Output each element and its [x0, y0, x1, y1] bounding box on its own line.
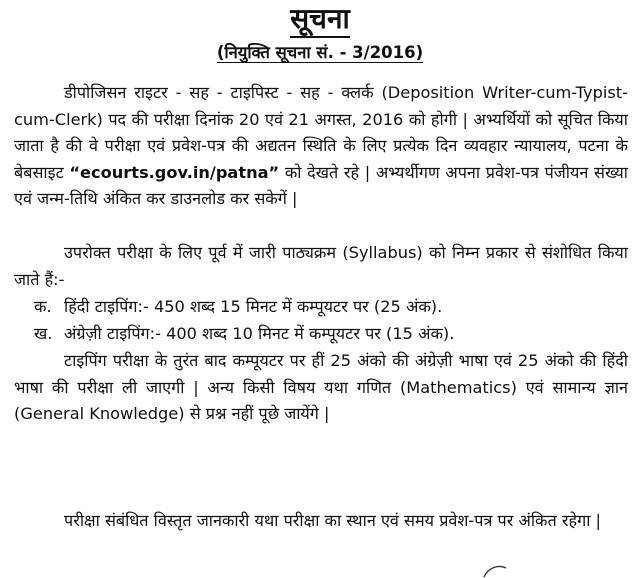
list-item-marker: क.: [34, 297, 52, 316]
notice-subtitle-text: (नियुक्ति सूचना सं. - 3/2016): [216, 43, 424, 62]
list-item-text: अंग्रेज़ी टाइपिंग:- 400 शब्द 10 मिनट में कम्पूयटर पर (15 अंक).: [64, 324, 455, 343]
paragraph-exam-date-text-2: को देखते रहे | अभ्यर्थीगण अपना प्रवेश-पत्र पंजीयन संख्या एवं जन्म-तिथि अंकित कर डाउनलोड कर सकेगें |: [14, 162, 629, 208]
notice-title: [0, 0, 640, 38]
paragraph-syllabus: उपरोक्त परीक्षा के लिए पूर्व में जारी पाठ्यक्रम (Syllabus) को निम्न प्रकार से संशोधित किया जाते हैं:-: [14, 243, 628, 289]
notice-subtitle: [0, 42, 640, 64]
notice-title-text: सूचना: [290, 2, 350, 38]
paragraph-exam-details: परीक्षा संबंधित विस्तृत जानकारी यथा परीक्षा का स्थान एवं समय प्रवेश-पत्र पर अंकित रहेगा |: [64, 511, 601, 530]
list-item-marker: ख.: [34, 324, 53, 343]
website-url: “ecourts.gov.in/patna”: [69, 162, 280, 182]
paragraph-exam-date-text: डीपोजिसन राइटर - सह - टाइपिस्ट - सह - क्लर्क (Deposition Writer-cum-Typist-cum-Clerk) पद की परीक्षा दिनांक 20 एवं 21 अगस्त, 2016 को होगी | अभ्यर्थियों को सूचित किया जाता है की वे परीक्षा एवं प्रवेश-पत्र की अद्यतन स्थिति के लिए प्रत्येक दिन व्यवहार न्यायालय, पटना के बेबसाइट: [14, 83, 628, 182]
list-item: [14, 321, 628, 348]
list-item: [14, 294, 628, 321]
paragraph-typing-exam: टाइपिंग परीक्षा के तुरंत बाद कम्पूयटर पर हीं 25 अंको की अंग्रेज़ी भाषा एवं 25 अंको की हिंदी भाषा की परीक्षा ली जाएगी | अन्य किसी विषय यथा गणित (Mathematics) एवं सामान्य ज्ञान (General Knowledge) से प्रश्न नहीं पूछे जायेंगे |: [14, 351, 628, 423]
list-item-text: हिंदी टाइपिंग:- 450 शब्द 15 मिनट में कम्पूयटर पर (25 अंक).: [64, 297, 443, 316]
paragraph-exam-date: [14, 80, 628, 213]
signature-mark: [480, 562, 520, 578]
